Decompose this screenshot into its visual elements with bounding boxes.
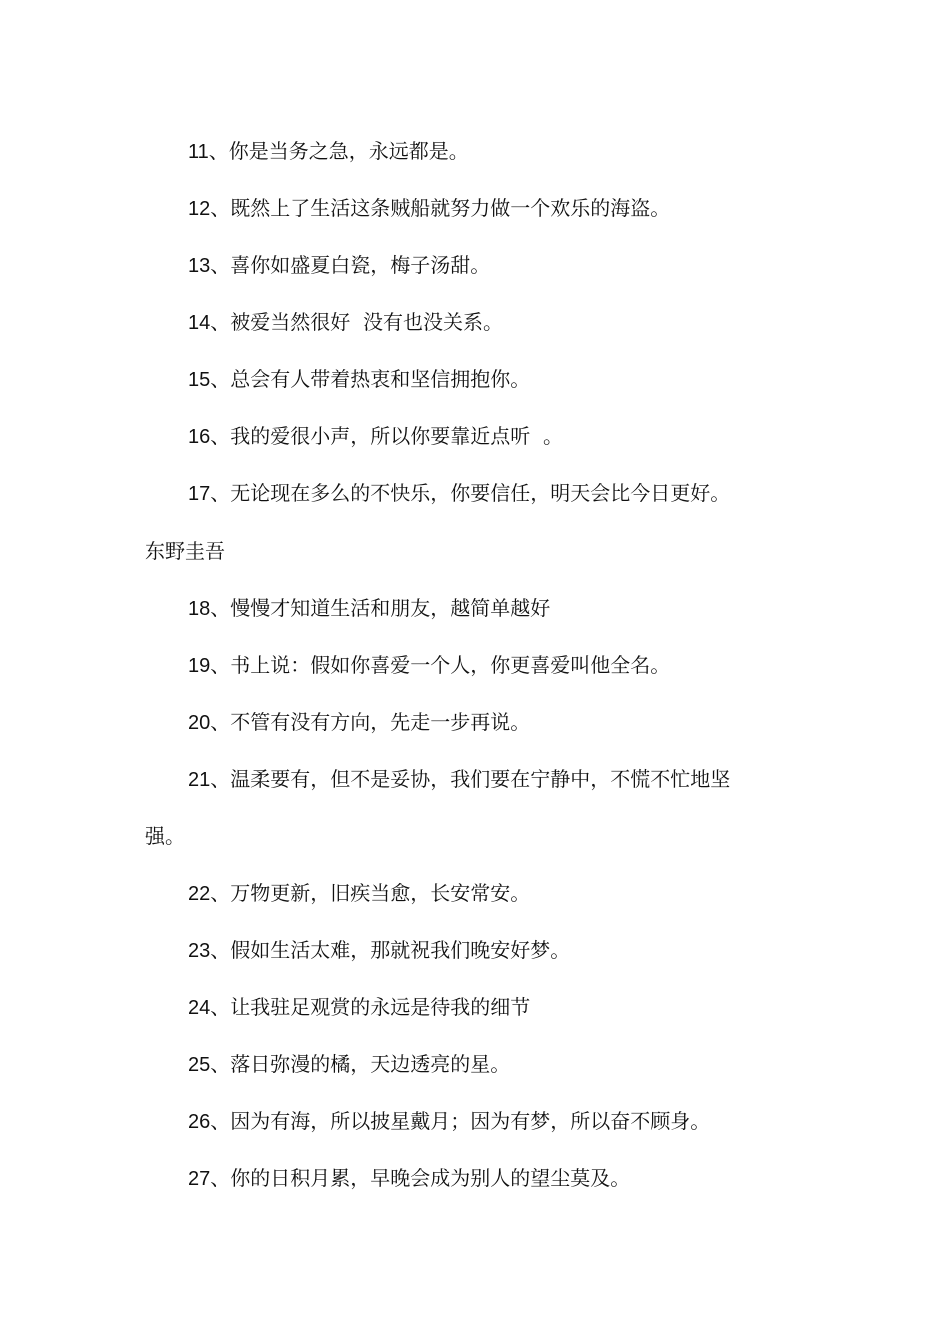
line-separator: 、 xyxy=(210,596,231,620)
quote-line-12 xyxy=(188,194,670,223)
quote-author-line xyxy=(145,537,225,565)
line-text: 喜你如盛夏白瓷，梅子汤甜。 xyxy=(230,253,491,277)
line-text: 温柔要有，但不是妥协，我们要在宁静中，不慌不忙地坚 xyxy=(230,767,731,791)
quote-line-19 xyxy=(188,651,670,680)
line-number: 17 xyxy=(188,483,211,505)
line-separator: 、 xyxy=(210,995,231,1019)
line-text: 因为有海，所以披星戴月；因为有梦，所以奋不顾身。 xyxy=(230,1109,711,1133)
line-separator: 、 xyxy=(210,881,231,905)
line-number: 14 xyxy=(188,312,211,334)
line-text: 慢慢才知道生活和朋友，越简单越好 xyxy=(230,596,551,620)
line-number: 24 xyxy=(188,997,211,1019)
quote-line-21-continuation xyxy=(145,822,185,850)
line-text: 让我驻足观赏的永远是待我的细节 xyxy=(230,995,531,1019)
quote-line-26 xyxy=(188,1107,710,1136)
line-text: 万物更新，旧疾当愈，长安常安。 xyxy=(230,881,531,905)
line-number: 11 xyxy=(188,141,209,163)
line-number: 12 xyxy=(188,198,211,220)
line-text: 不管有没有方向，先走一步再说。 xyxy=(230,710,531,734)
line-number: 23 xyxy=(188,940,211,962)
line-number: 19 xyxy=(188,655,211,677)
line-number: 20 xyxy=(188,712,211,734)
line-text: 书上说：假如你喜爱一个人，你更喜爱叫他全名。 xyxy=(230,653,671,677)
line-number: 13 xyxy=(188,255,211,277)
line-number: 21 xyxy=(188,769,211,791)
line-text: 无论现在多么的不快乐，你要信任，明天会比今日更好。 xyxy=(230,481,731,505)
line-separator: 、 xyxy=(210,367,231,391)
quote-line-25 xyxy=(188,1050,510,1079)
line-text: 你是当务之急，永远都是。 xyxy=(228,139,469,163)
line-text: 我的爱很小声，所以你要靠近点听 。 xyxy=(230,424,563,448)
quote-line-14 xyxy=(188,308,503,337)
line-text: 你的日积月累，早晚会成为别人的望尘莫及。 xyxy=(230,1166,631,1190)
line-separator: 、 xyxy=(210,710,231,734)
line-separator: 、 xyxy=(210,1109,231,1133)
line-separator: 、 xyxy=(210,1052,231,1076)
line-separator: 、 xyxy=(210,767,231,791)
line-text: 强。 xyxy=(145,824,185,848)
line-separator: 、 xyxy=(210,253,231,277)
quote-line-13 xyxy=(188,251,490,280)
quote-line-27 xyxy=(188,1164,630,1193)
line-number: 27 xyxy=(188,1168,211,1190)
quote-line-17 xyxy=(188,479,730,508)
line-number: 22 xyxy=(188,883,211,905)
line-number: 16 xyxy=(188,426,211,448)
quote-line-21 xyxy=(188,765,730,794)
line-number: 25 xyxy=(188,1054,211,1076)
line-text: 既然上了生活这条贼船就努力做一个欢乐的海盗。 xyxy=(230,196,671,220)
line-number: 15 xyxy=(188,369,211,391)
line-separator: 、 xyxy=(210,424,231,448)
line-number: 18 xyxy=(188,598,211,620)
line-text: 总会有人带着热衷和坚信拥抱你。 xyxy=(230,367,531,391)
line-separator: 、 xyxy=(210,653,231,677)
quote-line-18 xyxy=(188,594,550,623)
line-text: 假如生活太难，那就祝我们晚安好梦。 xyxy=(230,938,571,962)
line-separator: 、 xyxy=(210,938,231,962)
quote-line-22 xyxy=(188,879,530,908)
line-separator: 、 xyxy=(210,481,231,505)
quote-line-20 xyxy=(188,708,530,737)
line-separator: 、 xyxy=(210,196,231,220)
quote-line-11 xyxy=(188,137,469,166)
line-text: 被爱当然很好 没有也没关系。 xyxy=(230,310,503,334)
quote-line-23 xyxy=(188,936,570,965)
line-separator: 、 xyxy=(210,310,231,334)
line-separator: 、 xyxy=(208,139,229,163)
line-number: 26 xyxy=(188,1111,211,1133)
line-separator: 、 xyxy=(210,1166,231,1190)
line-text: 东野圭吾 xyxy=(145,539,225,563)
quote-line-16 xyxy=(188,422,563,451)
quote-line-15 xyxy=(188,365,530,394)
line-text: 落日弥漫的橘，天边透亮的星。 xyxy=(230,1052,511,1076)
quote-line-24 xyxy=(188,993,530,1022)
